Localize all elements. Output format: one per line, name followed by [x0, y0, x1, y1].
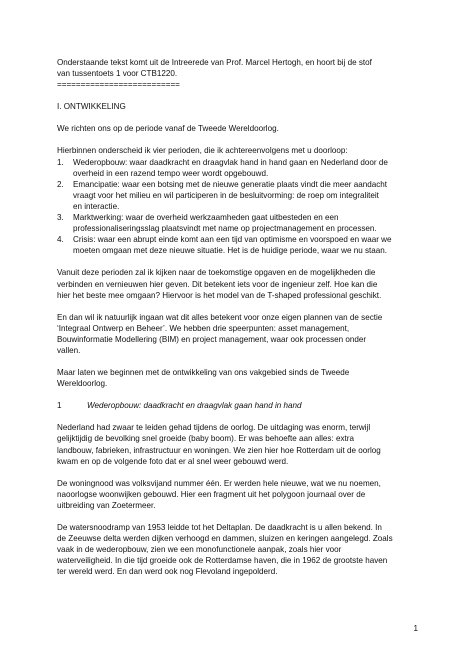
subsection-title: Wederopbouw: daadkracht en draagvlak gaan hand in hand: [87, 401, 302, 411]
text-line: Wereldoorlog.: [57, 379, 108, 389]
text-line: Bouwinformatie Modellering (BIM) en project management, waar ook processen onder: [57, 334, 367, 344]
list-item: [57, 157, 427, 179]
intro-line-1: Onderstaande tekst komt uit de Intreerede van Prof. Marcel Hertogh, en hoort bij de stof: [57, 58, 372, 67]
text-line: Vanuit deze perioden zal ik kijken naar de toekomstige opgaven en de mogelijkheden die: [57, 268, 376, 278]
list-line: moeten omgaan met deze nieuwe situatie. Het is de huidige periode, waar we nu staan.: [73, 246, 388, 256]
list-item: [57, 234, 427, 256]
paragraph-8: [57, 522, 427, 577]
paragraph-1: We richten ons op de periode vanaf de Tweede Wereldoorlog.: [57, 124, 279, 134]
section-heading: I. ONTWIKKELING: [57, 102, 126, 112]
paragraph-7: [57, 478, 427, 511]
text-line: waterveiligheid. In die tijd groeide ook de Rotterdamse haven, die in 1962 de grootste haven: [57, 556, 388, 566]
text-line: naoorlogse woonwijken gebouwd. Hier een fragment uit het polygoon journaal over de: [57, 489, 366, 499]
paragraph-4: [57, 312, 427, 356]
list-line: Crisis: waar een abrupt einde komt aan een tijd van optimisme en voorspoed en waar we: [73, 235, 392, 245]
text-line: vaak in de wederopbouw, zien we een monofunctionele aanpak, zoals hier voor: [57, 545, 342, 555]
list-item: [57, 179, 427, 212]
text-line: hier het beste mee omgaan? Hiervoor is het model van de T-shaped professional geschikt.: [57, 290, 382, 300]
list-number: 3.: [57, 213, 64, 223]
text-line: kwam en op de volgende foto dat er al snel weer gebouwd werd.: [57, 456, 289, 466]
paragraph-3: [57, 267, 427, 300]
list-line: Emancipatie: waar een botsing met de nieuwe generatie plaats vindt die meer aandacht: [73, 179, 388, 189]
text-line: gelijktijdig de bevolking snel groeide (baby boom). Er was behoefte aan alles: extra: [57, 434, 354, 444]
text-line: Nederland had zwaar te leiden gehad tijdens de oorlog. De uitdaging was enorm, terwijl: [57, 423, 371, 433]
page-content: [57, 57, 427, 577]
subsection-number: 1: [57, 401, 62, 411]
paragraph-5: [57, 367, 427, 389]
intro-separator: ==========================: [57, 80, 180, 90]
periods-list: [57, 157, 427, 257]
text-line: Maar laten we beginnen met de ontwikkeling van ons vakgebied sinds de Tweede: [57, 368, 350, 378]
subsection-heading: [57, 400, 427, 411]
text-line: uitbreiding van Zoetermeer.: [57, 500, 156, 510]
text-line: de Zeeuwse delta werden dijken verhoogd en dammen, sluizen en keringen aangelegd. Zoals: [57, 534, 393, 544]
text-line: En dan wil ik natuurlijk ingaan wat dit alles betekent voor onze eigen plannen van de sectie: [57, 312, 383, 322]
text-line: vallen.: [57, 345, 81, 355]
list-line: en interactie.: [73, 201, 120, 211]
text-line: verbinden en vernieuwen hier geven. Dit betekent iets voor de ingenieur zelf. Hoe kan die: [57, 279, 378, 289]
text-line: ter wereld werd. En dan werd ook nog Flevoland ingepolderd.: [57, 567, 278, 577]
page-number: 1: [413, 624, 418, 633]
intro-line-2: van tussentoets 1 voor CTB1220.: [57, 69, 178, 79]
list-line: vraagt voor het milieu en wil participeren in de besluitvorming: de roep om integraliteit: [73, 190, 379, 200]
list-line: professionaliseringsslag plaatsvindt met name op projectmanagement en processen.: [73, 224, 377, 234]
list-line: Wederopbouw: waar daadkracht en draagvlak hand in hand gaan en Nederland door de: [73, 157, 388, 167]
intro-block: [57, 57, 427, 90]
text-line: De woningnood was volksvijand nummer één. Er werden hele nieuwe, wat we nu noemen,: [57, 478, 381, 488]
list-line: overheid in een razend tempo weer wordt opgebouwd.: [73, 168, 269, 178]
text-line: De watersnoodramp van 1953 leidde tot het Deltaplan. De daadkracht is u allen bekend. In: [57, 523, 382, 532]
text-line: ‘Integraal Ontwerp en Beheer’. We hebben drie speerpunten: asset management,: [57, 323, 350, 333]
list-number: 1.: [57, 157, 64, 167]
paragraph-2: Hierbinnen onderscheid ik vier perioden, die ik achtereenvolgens met u doorloop:: [57, 146, 348, 156]
list-line: Marktwerking: waar de overheid werkzaamheden gaat uitbesteden en een: [73, 213, 339, 223]
list-number: 2.: [57, 179, 64, 189]
list-item: [57, 212, 427, 234]
paragraph-6: [57, 422, 427, 466]
text-line: landbouw, fabrieken, infrastructuur en woningen. We zien hier hoe Rotterdam uit de oorlog: [57, 445, 381, 455]
list-number: 4.: [57, 235, 64, 245]
